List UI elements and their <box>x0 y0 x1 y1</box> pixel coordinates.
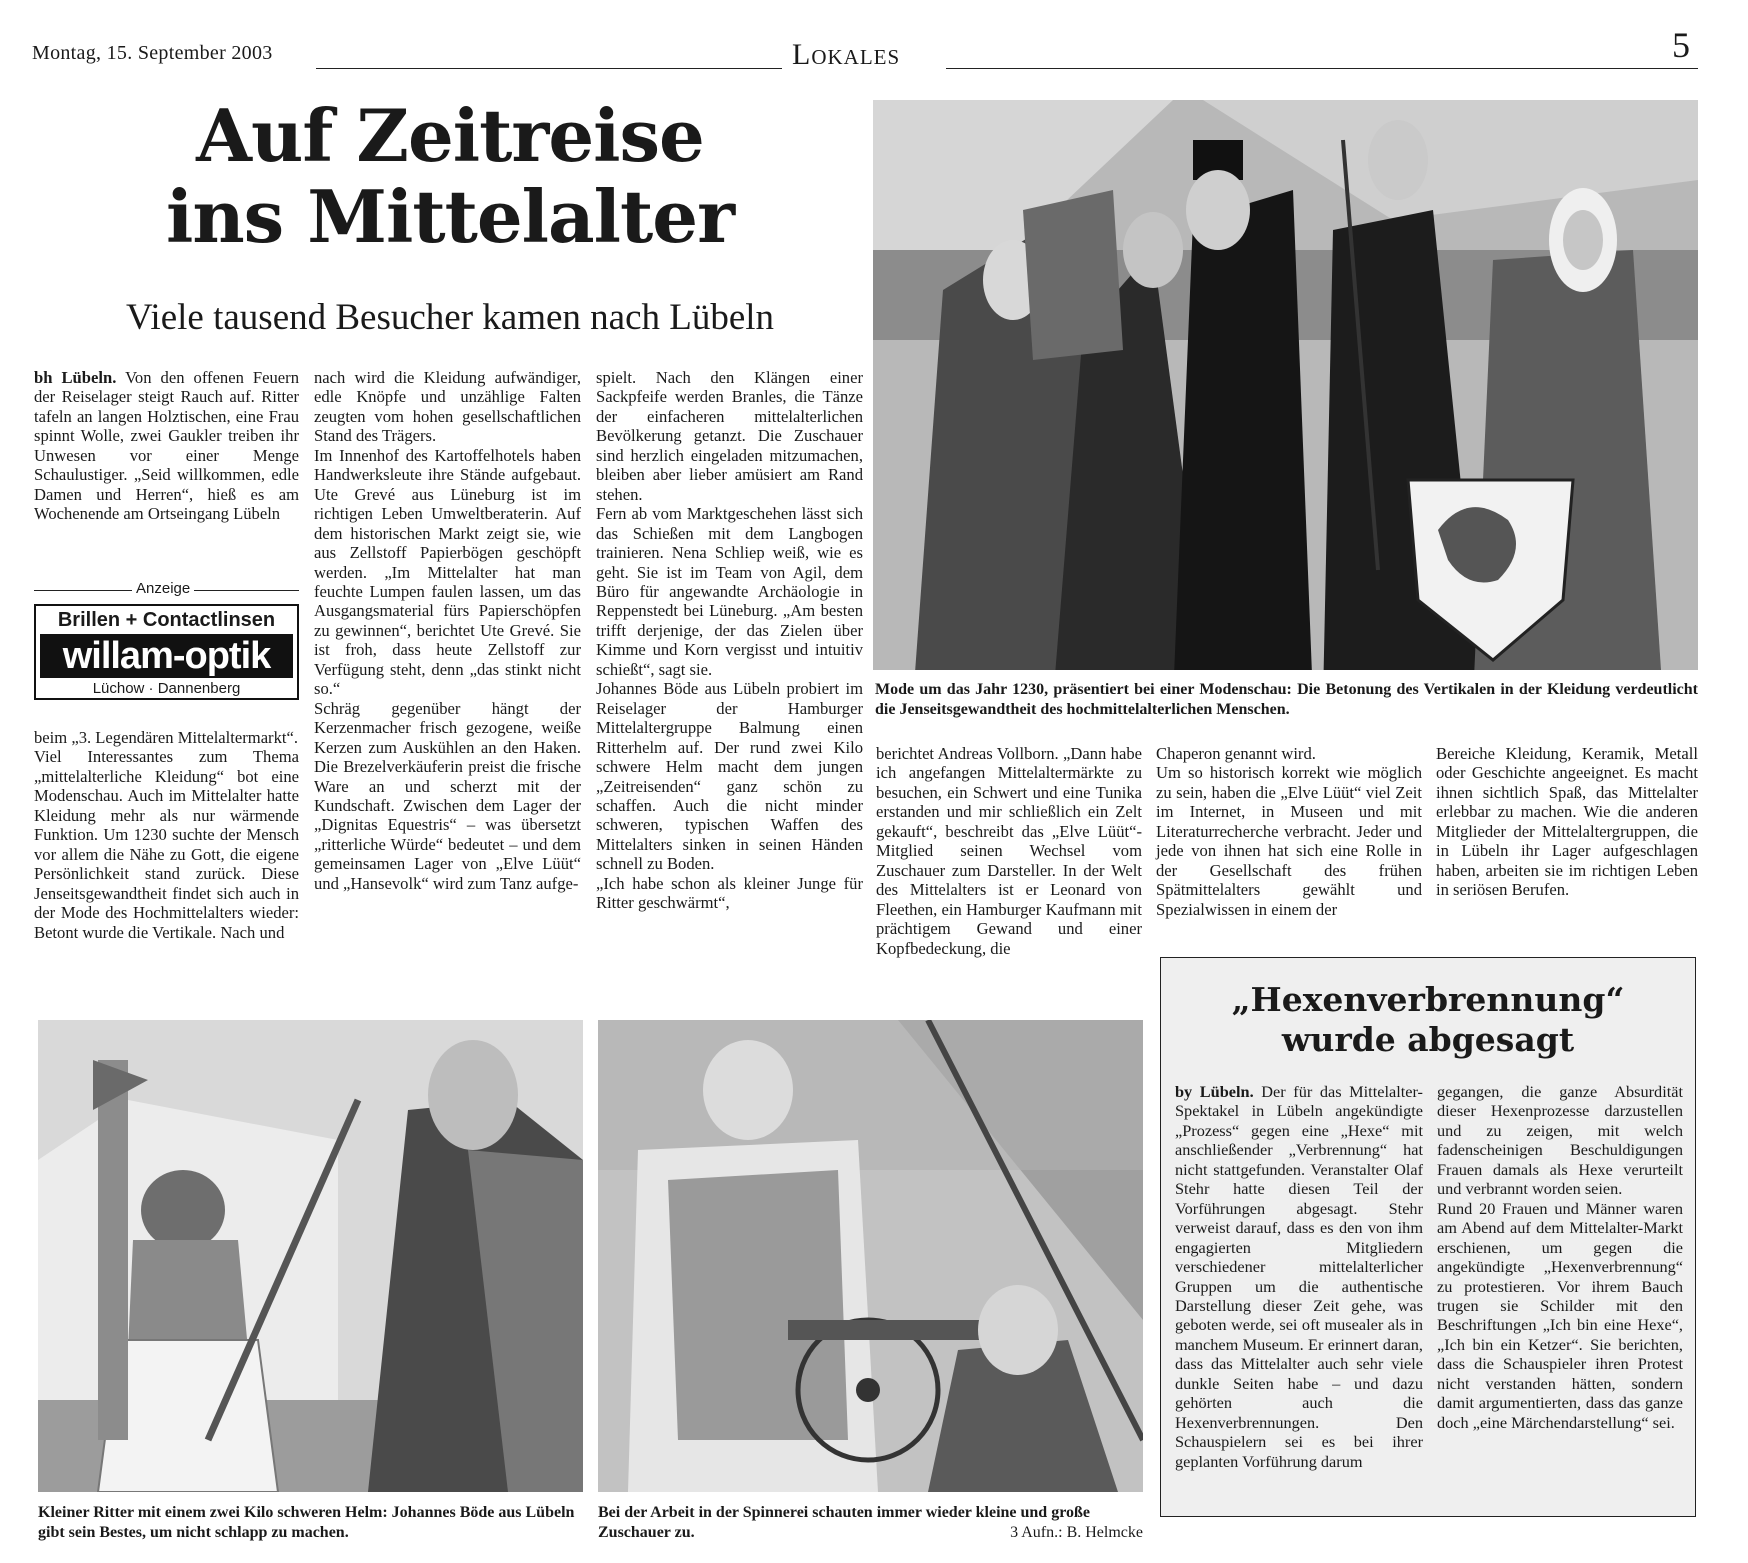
article-column-6: Bereiche Kleidung, Keramik, Metall oder Geschichte angeeignet. Es macht ihnen sichtlich Spaß, das Mittelalter erlebbar zu machen. Wie die anderen Mitglieder der Mittelaltergruppen, die in Lübeln ihr Lager aufgeschlagen haben, arbeiten sie im richtigen Leben in seriösen Berufen. <box>1436 744 1698 900</box>
young-knight-photo <box>38 1020 583 1492</box>
article-column-5: Chaperon genannt wird. Um so historisch korrekt wie möglich zu sein, haben die „Elve Lüüt“ viel Zeit im Internet, in Museen und mit Literaturrecherche verbracht. Jeder und jede von ihnen hat sich eine Rolle in der Gesellschaft des frühen Spätmittelalters gewählt und Spezialwissen in einem der <box>1156 744 1422 919</box>
article-column-4: berichtet Andreas Vollborn. „Dann habe ich angefangen Mittelaltermärkte zu besuchen, ein Schwert und eine Tunika erstanden und mir schließlich ein Zelt gekauft“, beschreibt das „Elve Lüüt“-Mitglied seinen Wechsel vom Zuschauer zum Darsteller. In der Welt des Mittelalters ist er Leonard von Fleethen, ein Hamburger Kaufmann mit prächtigem Gewand und einer Kopfbedeckung, die <box>876 744 1142 958</box>
sidebar-dateline: by Lübeln. <box>1175 1082 1254 1101</box>
article-column-3: spielt. Nach den Klängen einer Sackpfeife werden Branles, die Tänze der einfacheren mittelalterlichen Bevölkerung getanzt. Die Zuschauer sind herzlich eingeladen mitzumachen, bleiben aber lieber amüsiert am Rand stehen. Fern ab vom Marktgeschehen lässt sich das Schießen mit dem Langbogen trainieren. Nena Schliep weiß, wie es geht. Sie ist im Team von Agil, dem Büro für angewandte Archäologie in Reppenstedt bei Lüneburg. „Am besten trifft derjenige, der das Zielen über Kimme und Korn vergisst und intuitiv schießt“, sagt sie. Johannes Böde aus Lübeln probiert im Reiselager der Hamburger Mittelaltergruppe Balmung einen Ritterhelm auf. Der rund zwei Kilo schwere Helm macht dem jungen „Zeitreisenden“ ganz schön zu schaffen. Auch die nicht minder schweren, typischen Waffen des Mittelalters sinken in seinen Händen schnell zu Boden. „Ich habe schon als kleiner Junge für Ritter geschwärmt“, <box>596 368 863 913</box>
ad-line-1: Brillen + Contactlinsen <box>57 609 276 631</box>
sidebar-headline-line-1: „Hexenverbrennung“ <box>1231 980 1625 1019</box>
headline-line-2: ins Mittelalter <box>165 173 735 259</box>
sidebar-column-1 <box>1175 1082 1423 1471</box>
column-text: Von den offenen Feuern der Reiselager steigt Rauch auf. Ritter tafeln an langen Holztischen, eine Frau spinnt Wolle, zwei Gaukler treiben ihr Unwesen vor einer Menge Schaulustiger. „Seid willkommen, edle Damen und Herren“, hieß es am Wochenende am Ortseingang Lübeln <box>34 368 299 524</box>
ad-label: Anzeige <box>132 580 194 597</box>
article-column-1-top <box>34 368 299 524</box>
sidebar-box <box>1160 957 1696 1517</box>
dateline: bh Lübeln. <box>34 368 117 387</box>
masthead-rule-right <box>946 68 1698 69</box>
spinning-caption: Bei der Arbeit in der Spinnerei schauten immer wieder kleine und große Zuschauer zu. <box>598 1504 1091 1541</box>
sidebar-column-1-text: Der für das Mittelalter-Spektakel in Lübeln angekündigte „Prozess“ gegen eine „Hexe“ mit anschließender „Verbrennung“ hat nicht stattgefunden. Veranstalter Olaf Stehr hatte diesen Teil der Vorführungen abgesagt. Stehr verweist darauf, dass es den von ihm engagierten Mitgliedern verschiedener mittelalterlicher Gruppen um die authentische Darstellung dieser Zeit gehe, was geboten werde, sei oft musealer als in manchem Museum. Er erinnert daran, dass das Mittelalter auch sehr viele dunkle Seiten habe – und dazu gehörten auch die Hexenverbrennungen. Den Schauspielern sei es bei ihrer geplanten Vorführung darum <box>1175 1082 1423 1471</box>
ad-line-3: Lüchow · Dannenberg <box>92 680 241 697</box>
subheadline: Viele tausend Besucher kamen nach Lübeln <box>125 297 775 338</box>
article-column-2: nach wird die Kleidung aufwändiger, edle Knöpfe und unzählige Falten zeugten vom hohen gesellschaftlichen Stand des Trägers. Im Innenhof des Kartoffelhotels haben Handwerksleute ihre Stände aufgebaut. Ute Grevé aus Lüneburg ist im richtigen Leben Umweltberaterin. Auf dem historischen Markt zeigt sie, wie aus Zellstoff Papierbögen geschöpft werden. „Im Mittelalter hat man feuchte Lumpen faulen lassen, um das Ausgangsmaterial fürs Papierschöpfen zu gewinnen“, berichtet Ute Grevé. Sie ist froh, dass heute Zellstoff zur Verfügung steht, denn „das stinkt nicht so.“ Schräg gegenüber hängt der Kerzenmacher frisch gezogene, weiße Kerzen zum Auskühlen an den Haken. Die Brezelverkäuferin preist die frische Ware an und scherzt mit der Kundschaft. Zwischen dem Lager der „Dignitas Equestris“ – was übersetzt „ritterliche Würde“ bedeutet – und dem gemeinsamen Lager von „Elve Lüüt“ und „Hansevolk“ wird zum Tanz aufge- <box>314 368 581 893</box>
photo-credit: 3 Aufn.: B. Helmcke <box>1010 1524 1143 1541</box>
masthead-rule-left <box>316 68 782 69</box>
page-number: 5 <box>1672 25 1690 65</box>
young-knight-caption: Kleiner Ritter mit einem zwei Kilo schweren Helm: Johannes Böde aus Lübeln gibt sein Bestes, um nicht schlapp zu machen. <box>38 1504 575 1541</box>
headline <box>30 93 870 259</box>
sidebar-headline <box>1161 980 1695 1060</box>
sidebar-column-2: gegangen, die ganze Absurdität dieser Hexenprozesse darzustellen und zu zeigen, mit welch fadenscheinigen Beschuldigungen Frauen damals als Hexe verurteilt und verbrannt worden seien. Rund 20 Frauen und Männer waren am Abend auf dem Mittelalter-Markt erschienen, um gegen die angekündigte „Hexenverbrennung“ zu protestieren. Vor ihrem Bauch trugen sie Schilder mit den Beschriftungen „Ich bin eine Hexe“, „Ich bin ein Ketzer“. Sie berichten, dass die Schauspieler ihren Protest nicht verstanden hätten, sondern damit argumentierten, dass das ganze doch „eine Märchendarstellung“ sei. <box>1437 1082 1683 1432</box>
optician-ad <box>34 604 299 700</box>
fashion-show-photo <box>873 100 1698 670</box>
fashion-show-caption: Mode um das Jahr 1230, präsentiert bei einer Modenschau: Die Betonung des Vertikalen in der Kleidung verdeutlicht die Jenseitsgewandtheit des hochmittelalterlichen Menschen. <box>875 681 1698 718</box>
sidebar-headline-line-2: wurde abgesagt <box>1281 1020 1575 1059</box>
section-name: Lokales <box>792 38 901 71</box>
article-column-1-bottom: beim „3. Legendären Mittelaltermarkt“. Viel Interessantes zum Thema „mittelalterliche Kleidung“ bot eine Modenschau. Auch im Mittelalter hatte Kleidung mehr als nur wärmende Funktion. Um 1230 suchte der Mensch vor allem die Nähe zu Gott, die eigene Persönlichkeit stand zurück. Diese Jenseitsgewandtheit findet sich auch in der Mode des Hochmittelalters wieder: Betont wurde die Vertikale. Nach und <box>34 728 299 942</box>
spinning-photo <box>598 1020 1143 1492</box>
ad-brand: willam-optik <box>40 634 293 678</box>
issue-date: Montag, 15. September 2003 <box>32 42 273 64</box>
headline-line-1: Auf Zeitreise <box>196 93 704 178</box>
